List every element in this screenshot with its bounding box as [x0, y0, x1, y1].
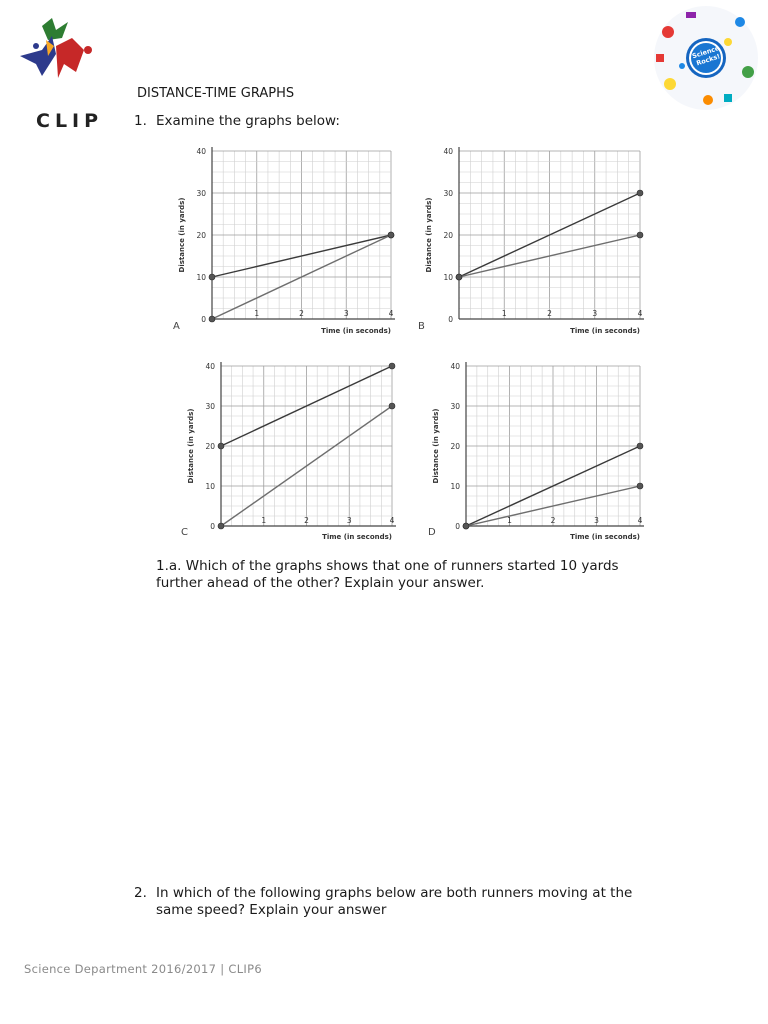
- x-tick-label: 2: [550, 516, 556, 525]
- y-axis-label: Distance (in yards): [425, 197, 433, 273]
- x-tick-label: 3: [592, 309, 598, 318]
- data-point: [389, 403, 395, 409]
- y-tick-label: 40: [443, 147, 453, 156]
- y-tick-label: 20: [443, 231, 453, 240]
- x-tick-label: 4: [389, 516, 395, 525]
- graph-d: [424, 355, 652, 545]
- y-tick-label: 40: [205, 362, 215, 371]
- y-tick-label: 0: [201, 315, 206, 324]
- science-rocks-text: Science Rocks!: [691, 44, 722, 68]
- x-tick-label: 3: [343, 309, 349, 318]
- panel-label: D: [428, 527, 436, 538]
- y-tick-label: 20: [450, 442, 460, 451]
- x-tick-label: 3: [594, 516, 599, 525]
- y-tick-label: 20: [196, 231, 206, 240]
- y-tick-label: 0: [448, 315, 453, 324]
- y-tick-label: 10: [450, 482, 460, 491]
- graph-a: [170, 140, 402, 340]
- x-tick-label: 2: [299, 309, 304, 318]
- x-tick-label: 2: [304, 516, 309, 525]
- data-point: [218, 443, 224, 449]
- y-axis-label: Distance (in yards): [187, 408, 195, 484]
- y-tick-label: 40: [450, 362, 460, 371]
- data-point: [637, 483, 643, 489]
- x-axis-label: Time (in seconds): [570, 327, 640, 335]
- x-tick-label: 4: [637, 309, 643, 318]
- question-2-number: 2.: [134, 885, 147, 901]
- data-point: [637, 190, 643, 196]
- clip-logo-text: CLIP: [36, 110, 104, 132]
- x-tick-label: 1: [507, 516, 512, 525]
- x-tick-label: 3: [346, 516, 352, 525]
- x-tick-label: 2: [547, 309, 552, 318]
- y-tick-label: 30: [196, 189, 206, 198]
- clip-logo: [12, 16, 104, 132]
- graph-b: [414, 140, 652, 340]
- data-point: [463, 523, 469, 529]
- y-tick-label: 20: [205, 442, 215, 451]
- y-tick-label: 10: [443, 273, 453, 282]
- y-tick-label: 10: [205, 482, 215, 491]
- x-tick-label: 4: [637, 516, 643, 525]
- data-point: [637, 232, 643, 238]
- y-tick-label: 30: [205, 402, 215, 411]
- y-tick-label: 30: [443, 189, 453, 198]
- question-2-text: In which of the following graphs below are both runners moving at the same speed? Explain your answer: [156, 885, 633, 918]
- panel-label: C: [181, 527, 188, 538]
- x-tick-label: 1: [254, 309, 260, 318]
- y-tick-label: 0: [455, 522, 460, 531]
- document-title: DISTANCE-TIME GRAPHS: [137, 86, 295, 101]
- data-point: [389, 363, 395, 369]
- clip-logo-figures-icon: [12, 16, 100, 96]
- data-point: [456, 274, 462, 280]
- question-1-text: Examine the graphs below:: [156, 113, 340, 129]
- data-point: [637, 443, 643, 449]
- y-tick-label: 0: [210, 522, 215, 531]
- panel-label: B: [418, 321, 425, 332]
- graph-c: [176, 355, 402, 545]
- panel-label: A: [173, 321, 180, 332]
- data-point: [209, 274, 215, 280]
- question-1: [134, 113, 674, 133]
- x-axis-label: Time (in seconds): [570, 533, 640, 541]
- chart-grid: [221, 366, 392, 526]
- x-axis-label: Time (in seconds): [322, 533, 392, 541]
- data-point: [388, 232, 394, 238]
- y-tick-label: 30: [450, 402, 460, 411]
- x-axis-label: Time (in seconds): [321, 327, 391, 335]
- y-tick-label: 40: [196, 147, 206, 156]
- y-axis-label: Distance (in yards): [432, 408, 440, 484]
- x-tick-label: 4: [388, 309, 394, 318]
- question-2: [134, 885, 674, 921]
- y-tick-label: 10: [196, 273, 206, 282]
- science-rocks-logo: [648, 2, 764, 116]
- data-point: [218, 523, 224, 529]
- question-1a-text: 1.a. Which of the graphs shows that one of runners started 10 yards further ahead of the other? Explain your answer.: [156, 558, 619, 591]
- chart-grid: [212, 151, 391, 319]
- x-tick-label: 1: [501, 309, 507, 318]
- page-footer: Science Department 2016/2017 | CLIP6: [24, 962, 262, 976]
- chart-grid: [466, 366, 640, 526]
- y-axis-label: Distance (in yards): [178, 197, 186, 273]
- question-1-number: 1.: [134, 113, 147, 129]
- data-point: [209, 316, 215, 322]
- x-tick-label: 1: [261, 516, 267, 525]
